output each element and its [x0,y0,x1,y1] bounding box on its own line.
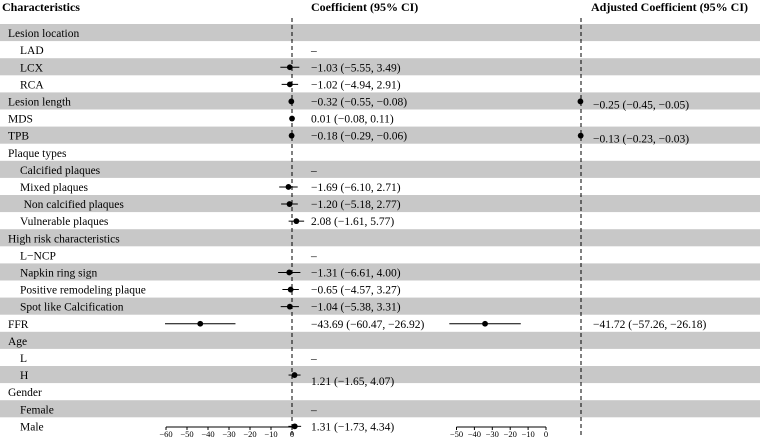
header-characteristics: Characteristics [2,0,80,14]
point-estimate [287,304,293,310]
row-label: LCX [20,62,43,75]
coefficient-ci-text: – [311,404,317,417]
row-band [0,400,760,417]
axis-tick-label: −30 [485,429,499,439]
row-label: Positive remodeling plaque [20,284,146,297]
adjusted-ci-text: −0.25 (−0.45, −0.05) [593,99,690,112]
adjusted-point-estimate [578,99,584,105]
row-label: Non calcified plaques [23,199,124,212]
row-label: High risk characteristics [8,233,120,246]
point-estimate [288,287,294,293]
coefficient-ci-text: 1.31 (−1.73, 4.34) [311,421,395,434]
row-band [0,332,760,349]
point-estimate [287,81,293,87]
coefficient-ci-text: – [311,352,317,365]
coefficient-ci-text: −43.69 (−60.47, −26.92) [311,318,425,331]
row-label: Lesion location [8,28,80,41]
coefficient-ci-text: −1.20 (−5.18, 2.77) [311,199,401,212]
point-estimate [293,218,299,224]
axis-tick-label: −50 [449,429,464,439]
row-label: Calcified plaques [20,164,101,177]
row-label: Vulnerable plaques [20,216,109,229]
coefficient-x-axis [159,427,294,439]
row-label: L [20,352,28,365]
row-label: LAD [20,45,44,58]
row-label: Spot like Calcification [20,301,124,314]
row-band [0,24,760,41]
axis-tick-label: −40 [467,429,482,439]
axis-tick-label: −20 [503,429,517,439]
row-label: MDS [8,113,33,126]
adjusted-ci-text: −0.13 (−0.23, −0.03) [593,133,690,146]
coefficient-ci-text: −1.04 (−5.38, 3.31) [311,301,401,314]
row-label: Age [8,335,28,348]
point-estimate [286,184,292,190]
header-coefficient: Coefficient (95% CI) [311,0,419,14]
coefficient-ci-text: −1.69 (−6.10, 2.71) [311,181,401,194]
row-label: Plaque types [8,147,67,160]
row-label: Mixed plaques [20,181,89,194]
point-estimate [287,201,293,207]
row-label: L−NCP [20,250,56,263]
axis-tick-label: −20 [243,429,257,439]
coefficient-ci-text: −1.31 (−6.61, 4.00) [311,267,401,280]
coefficient-ci-text: −1.02 (−4.94, 2.91) [311,79,401,92]
point-estimate [289,116,295,122]
axis-tick-label: −10 [521,429,535,439]
coefficient-ci-text: – [311,164,317,177]
row-label: Gender [8,387,42,400]
row-label: Napkin ring sign [20,267,98,280]
coefficient-ci-text: −0.18 (−0.29, −0.06) [311,130,408,143]
point-estimate [197,321,203,327]
axis-tick-label: 0 [543,429,549,439]
adjusted-ci-text: −41.72 (−57.26, −26.18) [593,318,707,331]
axis-tick-label: −40 [201,429,215,439]
point-estimate [287,64,293,70]
row-label: Female [20,404,54,417]
coefficient-ci-text: 1.21 (−1.65, 4.07) [311,376,395,389]
adjusted-point-estimate [482,321,488,327]
row-label: FFR [8,318,29,331]
axis-tick-label: −30 [222,429,236,439]
row-label: RCA [20,79,44,92]
adjusted-point-estimate [578,133,584,139]
coefficient-ci-text: – [311,45,317,58]
row-label: TPB [8,130,30,143]
axis-tick-label: −10 [264,429,278,439]
point-estimate [286,270,292,276]
coefficient-ci-text: −0.65 (−4.57, 3.27) [311,284,401,297]
row-label: H [20,370,29,383]
coefficient-ci-text: – [311,250,317,263]
axis-tick-label: 0 [289,429,295,439]
axis-tick-label: −50 [180,429,194,439]
row-label: Male [20,421,44,434]
point-estimate [288,99,294,105]
coefficient-ci-text: 2.08 (−1.61, 5.77) [311,216,395,229]
row-band [0,161,760,178]
coefficient-ci-text: −0.32 (−0.55, −0.08) [311,96,408,109]
coefficient-ci-text: −1.03 (−5.55, 3.49) [311,62,401,75]
header-adjusted-coefficient: Adjusted Coefficient (95% CI) [591,0,748,14]
adjusted-x-axis [450,427,548,439]
coefficient-ci-text: 0.01 (−0.08, 0.11) [311,113,394,126]
axis-tick-label: −60 [159,429,173,439]
point-estimate [292,372,298,378]
row-label: Lesion length [8,96,71,109]
point-estimate [289,133,295,139]
